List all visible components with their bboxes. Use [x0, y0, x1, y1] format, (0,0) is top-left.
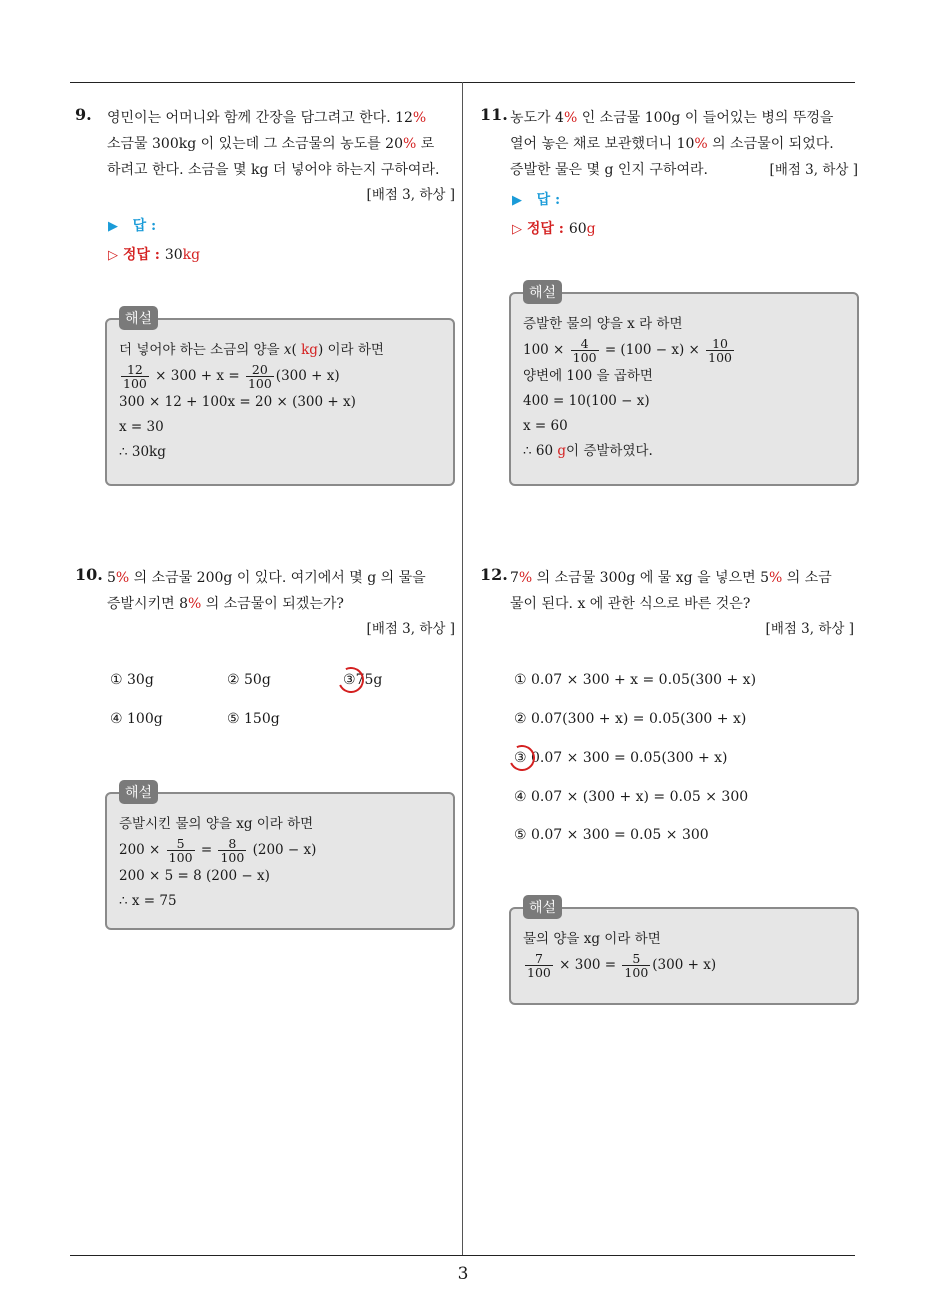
page-number: 3 — [457, 1264, 469, 1284]
question-number: 12. — [480, 565, 508, 584]
explanation-equation: $\frac{7}{100}$ × 300 = $\frac{5}{100}$ (300 + x) — [527, 951, 717, 980]
explanation-line: 증발시킨 물의 양을 xg 이라 하면 — [119, 816, 314, 832]
choice-5[interactable]: ⑤ 0.07 × 300 = 0.05 × 300 — [514, 827, 709, 843]
explanation-tag: 해설 — [119, 306, 158, 330]
explanation-equation: 200 × $\frac{5}{100}$ = $\frac{8}{100}$ (200 − x) — [119, 836, 317, 865]
explanation-line: ∴ 60 g이 증발하였다. — [523, 443, 653, 459]
explanation-line: 양변에 100 을 곱하면 — [523, 368, 653, 384]
explanation-line: x = 60 — [523, 418, 568, 434]
explanation-line: ∴ x = 75 — [119, 893, 177, 909]
choice-2[interactable]: ② 0.07(300 + x) = 0.05(300 + x) — [514, 711, 747, 727]
explanation-tag: 해설 — [523, 280, 562, 304]
question-text: 7% 의 소금물 300g 에 물 xg 을 넣으면 5% 의 소금 물이 된다. x 에 관한 식으로 바른 것은? — [510, 570, 832, 612]
explanation-line: 물의 양을 xg 이라 하면 — [523, 931, 661, 947]
choice-1[interactable]: ① 0.07 × 300 + x = 0.05(300 + x) — [514, 672, 757, 688]
question-9 — [75, 105, 455, 207]
score-note: [배점 3, 하상 ] — [765, 621, 854, 637]
choice-1[interactable]: ① 30g — [110, 672, 154, 688]
question-12 — [480, 565, 858, 641]
explanation-line: ∴ 30kg — [119, 444, 166, 460]
choice-2[interactable]: ② 50g — [227, 672, 271, 688]
explanation-tag: 해설 — [119, 780, 158, 804]
choices-10 — [110, 672, 450, 732]
choice-3[interactable]: ③75g — [343, 672, 383, 688]
question-11 — [480, 105, 858, 183]
explanation-box-10 — [105, 785, 455, 930]
question-text: 5% 의 소금물 200g 이 있다. 여기에서 몇 g 의 물을 증발시키면 8% 의 소금물이 되겠는가? — [107, 570, 426, 612]
explanation-line: 더 넣어야 하는 소금의 양을 x( kg) 이라 하면 — [119, 342, 384, 358]
score-note: [배점 3, 하상 ] — [769, 162, 858, 178]
answer-label: ▶ 답 : — [108, 218, 157, 234]
correct-answer: ▷ 정답 : 60g — [512, 221, 596, 237]
question-10 — [75, 565, 455, 641]
explanation-box-11 — [509, 285, 859, 486]
column-divider — [462, 82, 463, 1256]
question-number: 10. — [75, 565, 103, 584]
question-text: 영민이는 어머니와 함께 간장을 담그려고 한다. 12% 소금물 300kg 이 있는데 그 소금물의 농도를 20% 로 하려고 한다. 소금을 몇 kg 더 넣어야 하는지 구하여라. — [107, 110, 440, 178]
choice-4[interactable]: ④ 0.07 × (300 + x) = 0.05 × 300 — [514, 789, 749, 805]
explanation-equation: $\frac{12}{100}$ × 300 + x = $\frac{20}{100}$ (300 + x) — [123, 362, 340, 391]
explanation-line: 300 × 12 + 100x = 20 × (300 + x) — [119, 394, 356, 410]
explanation-line: 200 × 5 = 8 (200 − x) — [119, 868, 270, 884]
question-number: 9. — [75, 105, 92, 124]
correct-answer: ▷ 정답 : 30kg — [108, 247, 201, 263]
explanation-line: x = 30 — [119, 419, 164, 435]
explanation-box-12 — [509, 900, 859, 1005]
bottom-rule — [70, 1255, 855, 1256]
explanation-line: 400 = 10(100 − x) — [523, 393, 650, 409]
choice-4[interactable]: ④ 100g — [110, 711, 163, 727]
score-note: [배점 3, 하상 ] — [366, 187, 455, 203]
choice-5[interactable]: ⑤ 150g — [227, 711, 280, 727]
answer-label: ▶ 답 : — [512, 192, 561, 208]
score-note: [배점 3, 하상 ] — [366, 621, 455, 637]
answer-block-11 — [512, 186, 596, 244]
explanation-line: 증발한 물의 양을 x 라 하면 — [523, 316, 683, 332]
answer-circle-mark: ③ — [343, 672, 356, 688]
question-number: 11. — [480, 105, 508, 124]
explanation-tag: 해설 — [523, 895, 562, 919]
answer-block-9 — [108, 212, 200, 270]
choice-3[interactable]: ③ 0.07 × 300 = 0.05(300 + x) — [514, 750, 728, 766]
question-text: 농도가 4% 인 소금물 100g 이 들어있는 병의 뚜껑을 열어 놓은 채로 보관했더니 10% 의 소금물이 되었다. 증발한 물은 몇 g 인지 구하여라. [배점 3, 하상 ] — [510, 105, 858, 183]
choices-12 — [514, 672, 854, 847]
explanation-box-9 — [105, 311, 455, 486]
answer-circle-mark: ③ — [514, 750, 527, 766]
explanation-equation: 100 × $\frac{4}{100}$ = (100 − x) × $\frac{10}{100}$ — [523, 336, 732, 365]
